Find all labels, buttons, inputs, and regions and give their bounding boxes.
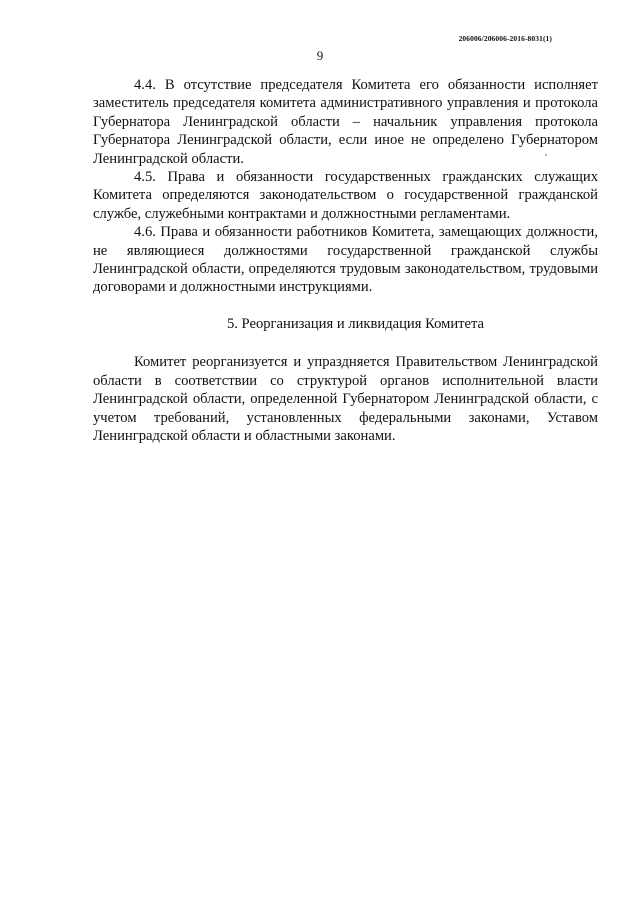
paragraph-4-6: 4.6. Права и обязанности работников Комитета, замещающих должности, не являющиеся должностями государственной гражданской службы Ленинградской области, определяются трудовым законодательством, трудовыми договорами и должностными инструкциями. [93, 224, 598, 296]
paragraph-4-4: 4.4. В отсутствие председателя Комитета его обязанности исполняет заместитель председателя комитета административного управления и протокола Губернатора Ленинградской области – начальник управления протокола Губернатора Ленинградской области, если иное не определено Губернатором Ленинградской области. [93, 77, 598, 167]
document-body [93, 76, 598, 445]
section-spacer [93, 333, 598, 353]
document-id: 206006/206006-2016-8031(1) [458, 34, 552, 43]
scan-artifact [545, 154, 547, 156]
section-5-heading: 5. Реорганизация и ликвидация Комитета [226, 315, 485, 332]
page-number: 9 [316, 48, 324, 63]
section-spacer [93, 297, 598, 315]
paragraph-4-5: 4.5. Права и обязанности государственных гражданских служащих Комитета определяются законодательством о государственной гражданской службе, служебными контрактами и должностными регламентами. [93, 169, 598, 222]
paragraph-5-1: Комитет реорганизуется и упраздняется Правительством Ленинградской области в соответствии со структурой органов исполнительной власти Ленинградской области, определенной Губернатором Ленинградской области, с учетом требований, установленных федеральными законами, Уставом Ленинградской области и областными законами. [93, 354, 598, 444]
